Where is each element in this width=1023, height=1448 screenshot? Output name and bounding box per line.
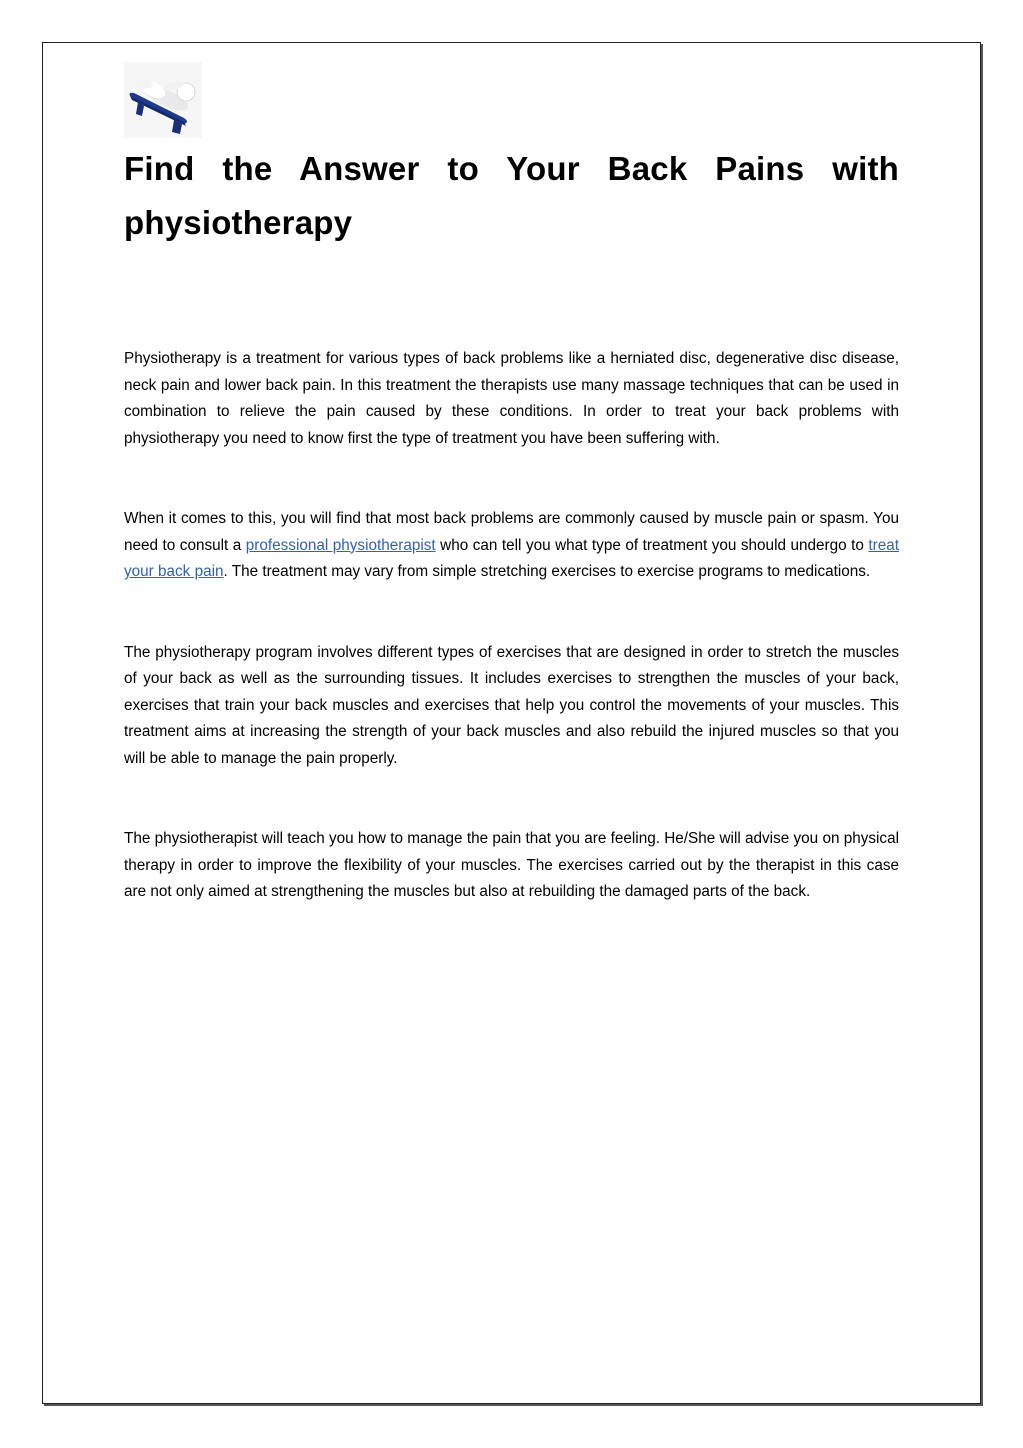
paragraph-2-text-c: . The treatment may vary from simple stretching exercises to exercise programs to medications. [223,563,871,580]
treat-your-back-pain-link[interactable]: treat your back pain [124,536,899,580]
document-title [124,142,899,250]
title-line-1: Find the Answer to Your Back Pains with [124,150,899,187]
paragraph-2-text-a: When it comes to this, you will find that most back problems are commonly caused by muscle pain or spasm. You need to consult a [124,510,899,554]
document-content [124,62,899,906]
paragraph-4: The physiotherapist will teach you how to manage the pain that you are feeling. He/She will advise you on physical therapy in order to improve the flexibility of your muscles. The exercises carried out by the therapist in this case are not only aimed at strengthening the muscles but also at rebuilding the damaged parts of the back. [124,830,899,900]
professional-physiotherapist-link[interactable]: professional physiotherapist [245,536,436,554]
paragraph-2 [124,506,899,586]
paragraph-3: The physiotherapy program involves different types of exercises that are designed in order to stretch the muscles of your back as well as the surrounding tissues. It includes exercises to strengthen the muscles of your back, exercises that train your back muscles and exercises that help you control the movements of your muscles. This treatment aims at increasing the strength of your back muscles and also rebuild the injured muscles so that you will be able to manage the pain properly. [124,643,899,767]
figure-on-massage-table-icon [124,62,202,138]
paragraph-1: Physiotherapy is a treatment for various types of back problems like a herniated disc, degenerative disc disease, neck pain and lower back pain. In this treatment the therapists use many massage techniques that can be used in combination to relieve the pain caused by these conditions. In order to treat your back problems with physiotherapy you need to know first the type of treatment you have been suffering with. [124,350,899,447]
title-line-2: physiotherapy [124,204,353,241]
paragraph-2-text-b: who can tell you what type of treatment you should undergo to [435,536,869,554]
